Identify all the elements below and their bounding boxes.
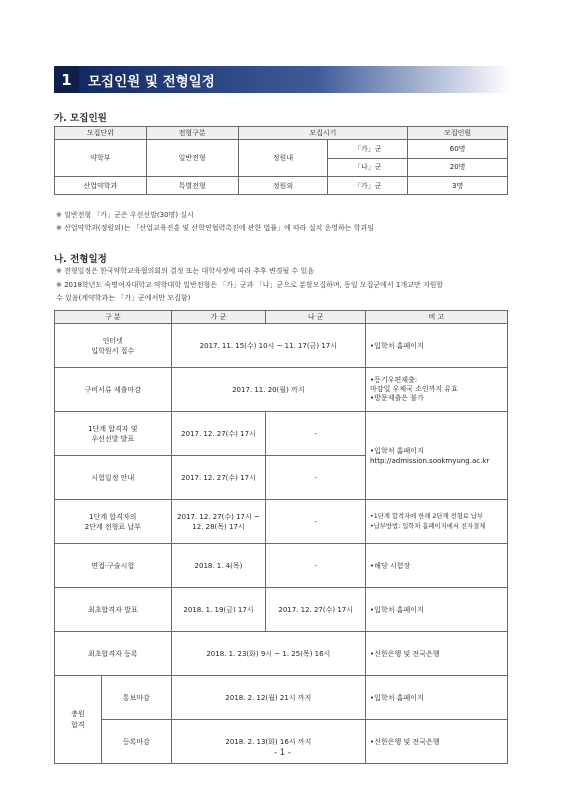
cell-r7-ga: 2018. 1. 19(금) 17시	[171, 588, 266, 632]
cell-ind-unit: 산업약학과	[55, 177, 147, 195]
cell-ind-period: 정원외	[238, 177, 328, 195]
cell-r34-note: •입학처 홈페이지 http://admission.sookmyung.ac.kr	[366, 412, 508, 500]
cell-r9-group: 충원 합격	[55, 676, 102, 764]
header-type: 전형구분	[146, 127, 238, 140]
schedule-table	[54, 310, 508, 764]
table-row	[55, 368, 508, 412]
cell-r3-na: -	[266, 412, 366, 456]
note-industrial: ※ 산업약학과(정원외)는 「산업교육진흥 및 산학연협력촉진에 관한 법률」에 따라 설치 운영하는 학과임	[56, 224, 375, 232]
cell-r2-label: 구비서류 제출마감	[55, 368, 172, 412]
cell-r6-na: -	[266, 544, 366, 588]
table-row	[55, 632, 508, 676]
table-row	[55, 588, 508, 632]
table-row	[55, 140, 508, 159]
cell-r3-label: 1단계 합격자 및 우선선발 발표	[55, 412, 172, 456]
cell-r10-label: 등록마감	[101, 720, 171, 764]
cell-r7-note: •입학처 홈페이지	[366, 588, 508, 632]
table-row	[55, 500, 508, 544]
cell-r10-note: •신한은행 및 전국은행	[366, 720, 508, 764]
note-split-recruit: ※ 2018학년도 숙명여자대학교 약학대학 일반전형은 「가」군과 「나」군으로 분할모집하며, 동일 모집군에서 1개교만 지원할	[56, 281, 444, 289]
cell-group-na: 「나」군	[328, 158, 408, 177]
cell-r1-note: •입학처 홈페이지	[366, 324, 508, 368]
cell-r5-na: -	[266, 500, 366, 544]
table-row	[55, 676, 508, 720]
cell-pharm-period: 정원내	[238, 140, 328, 177]
cell-r9-ga: 2018. 2. 12(월) 21시 까지	[171, 676, 365, 720]
cell-pharm-type: 일반전형	[146, 140, 238, 177]
header-category: 구 분	[55, 311, 172, 324]
cell-r6-note: •해당 시험장	[366, 544, 508, 588]
header-unit: 모집단위	[55, 127, 147, 140]
header-remark: 비 고	[366, 311, 508, 324]
heading-recruit-count: 가. 모집인원	[54, 113, 107, 124]
section-banner	[54, 66, 511, 93]
header-ga: 가 군	[171, 311, 266, 324]
header-period: 모집시기	[238, 127, 408, 140]
cell-ind-group: 「가」군	[328, 177, 408, 195]
note-contract-dept: 수 있음(계약학과는 「가」군에서만 모집함)	[56, 294, 191, 302]
cell-r2-note: •등기우편제출: 마감일 우체국 소인까지 유효 •방문제출은 불가	[366, 368, 508, 412]
cell-r2-ga: 2017. 11. 20(월) 까지	[171, 368, 365, 412]
cell-group-ga: 「가」군	[328, 140, 408, 159]
cell-ind-type: 특별전형	[146, 177, 238, 195]
table-row	[55, 544, 508, 588]
cell-r7-na: 2017. 12. 27(수) 17시	[266, 588, 366, 632]
cell-r5-label: 1단계 합격자의 2단계 전형료 납부	[55, 500, 172, 544]
cell-r9-label: 통보마감	[101, 676, 171, 720]
cell-r4-label: 시험일정 안내	[55, 456, 172, 500]
cell-r4-ga: 2017. 12. 27(수) 17시	[171, 456, 266, 500]
section-number: 1	[54, 66, 79, 93]
cell-ind-count: 3명	[408, 177, 508, 195]
cell-r5-ga: 2017. 12. 27(수) 17시 ~ 12. 28(목) 17시	[171, 500, 266, 544]
cell-group-na-count: 20명	[408, 158, 508, 177]
cell-group-ga-count: 60명	[408, 140, 508, 159]
cell-r1-ga: 2017. 11. 15(수) 10시 ~ 11. 17(금) 17시	[171, 324, 365, 368]
note-priority: ※ 일반전형 「가」군은 우선선발(30명) 실시	[56, 211, 194, 219]
cell-r8-label: 최초합격자 등록	[55, 632, 172, 676]
cell-r4-na: -	[266, 456, 366, 500]
table-header-row	[55, 311, 508, 324]
section-title: 모집인원 및 전형일정	[79, 66, 511, 93]
cell-r8-note: •신한은행 및 전국은행	[366, 632, 508, 676]
cell-r8-ga: 2018. 1. 23(화) 9시 ~ 1. 25(목) 16시	[171, 632, 365, 676]
cell-r6-ga: 2018. 1. 4(목)	[171, 544, 266, 588]
cell-r3-ga: 2017. 12. 27(수) 17시	[171, 412, 266, 456]
table-row	[55, 324, 508, 368]
table-row	[55, 177, 508, 195]
recruit-count-table	[54, 126, 508, 195]
cell-r9-note: •입학처 홈페이지	[366, 676, 508, 720]
table-header-row	[55, 127, 508, 140]
page-number: - 1 -	[274, 748, 291, 758]
note-schedule-change: ※ 전형일정은 한국약학교육협의회의 결정 또는 대학사정에 따라 추후 변경될 수 있음	[56, 267, 315, 275]
cell-r1-label: 인터넷 입학원서 접수	[55, 324, 172, 368]
cell-r6-label: 면접·구술시험	[55, 544, 172, 588]
header-na: 나 군	[266, 311, 366, 324]
cell-r7-label: 최초합격자 발표	[55, 588, 172, 632]
heading-schedule: 나. 전형일정	[54, 254, 107, 265]
table-row	[55, 412, 508, 456]
header-count: 모집인원	[408, 127, 508, 140]
cell-pharm-unit: 약학부	[55, 140, 147, 177]
cell-r10-ga: 2018. 2. 13(화) 16시 까지	[171, 720, 365, 764]
cell-r5-note: •1단계 합격자에 한해 2단계 전형료 납부 •납부방법: 입학처 홈페이지에서 전자결제	[366, 500, 508, 544]
